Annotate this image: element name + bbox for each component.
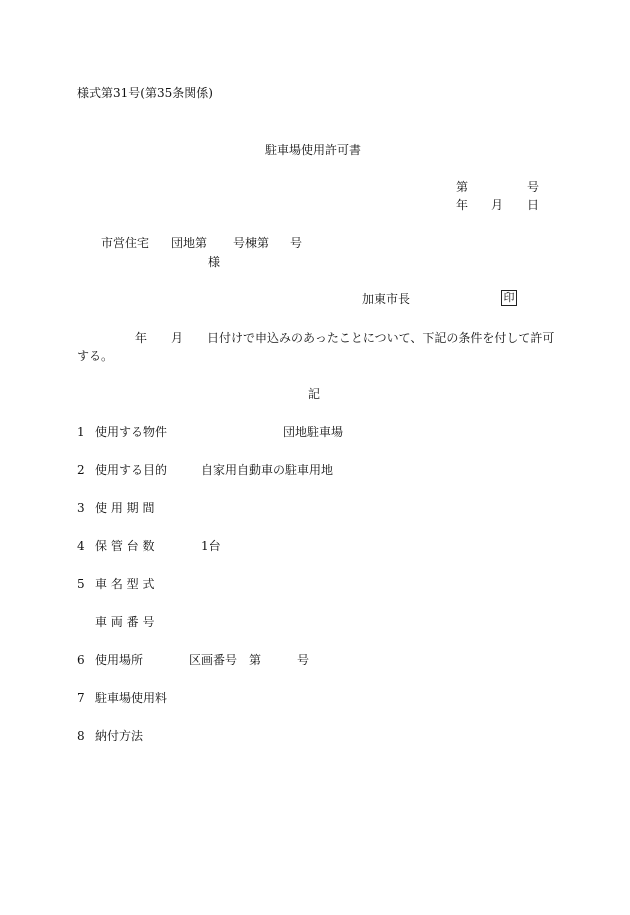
item-6-extra2: 号 [297, 653, 310, 667]
item-1-value: 団地駐車場 [283, 425, 344, 439]
item-7-number: 7 [77, 691, 85, 705]
addressee-room: 号 [290, 236, 303, 250]
date-day-label: 日 [527, 198, 540, 212]
item-5b-label: 車 両 番 号 [95, 615, 155, 629]
issuer-title: 加東市長 [362, 292, 411, 306]
item-4-number: 4 [77, 539, 85, 553]
item-5-label: 車 名 型 式 [95, 577, 155, 591]
document-number-prefix: 第 [456, 180, 469, 194]
item-8-label: 納付方法 [95, 729, 144, 743]
item-3-number: 3 [77, 501, 85, 515]
item-3-label: 使 用 期 間 [95, 501, 155, 515]
form-number: 様式第31号(第35条関係) [77, 86, 213, 100]
item-2-label: 使用する目的 [95, 463, 168, 477]
body-month-label: 月 [171, 331, 184, 345]
item-8-number: 8 [77, 729, 85, 743]
item-6-number: 6 [77, 653, 85, 667]
item-6-extra1: 第 [249, 653, 262, 667]
item-1-label: 使用する物件 [95, 425, 168, 439]
item-2-value: 自家用自動車の駐車用地 [201, 463, 334, 477]
seal-mark: 印 [501, 290, 517, 306]
item-6-label: 使用場所 [95, 653, 144, 667]
item-5-number: 5 [77, 577, 85, 591]
body-line1: 日付けで申込みのあったことについて、下記の条件を付して許可 [207, 331, 555, 345]
item-4-label: 保 管 台 数 [95, 539, 155, 553]
body-year-label: 年 [135, 331, 148, 345]
date-year-label: 年 [456, 198, 469, 212]
ki-heading: 記 [308, 387, 321, 401]
item-7-label: 駐車場使用料 [95, 691, 168, 705]
addressee-building: 号棟第 [233, 236, 270, 250]
date-month-label: 月 [491, 198, 504, 212]
document-number-suffix: 号 [527, 180, 540, 194]
body-line2: する。 [77, 349, 114, 363]
addressee-honorific: 様 [208, 255, 221, 269]
item-4-value: 1台 [201, 539, 221, 553]
item-6-value: 区画番号 [189, 653, 238, 667]
addressee-housing: 市営住宅 [101, 236, 150, 250]
document-title: 駐車場使用許可書 [265, 143, 362, 157]
item-2-number: 2 [77, 463, 85, 477]
item-1-number: 1 [77, 425, 85, 439]
addressee-complex: 団地第 [171, 236, 208, 250]
